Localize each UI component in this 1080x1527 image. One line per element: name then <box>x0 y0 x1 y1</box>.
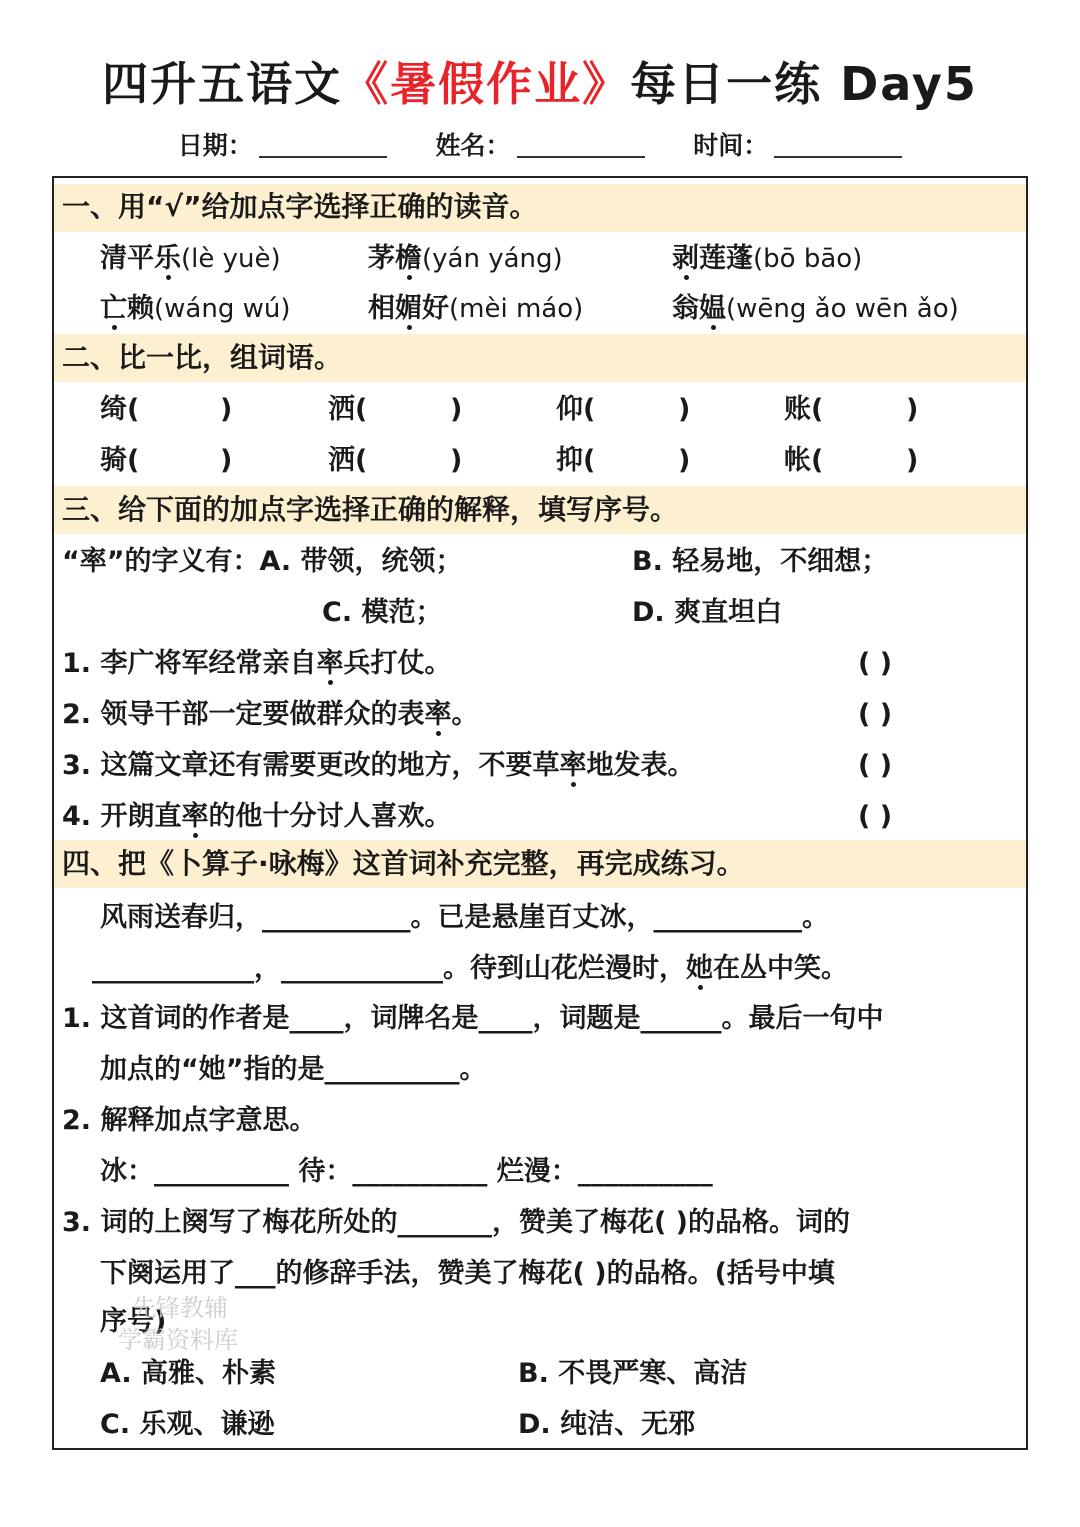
title-suffix: 每日一练 Day5 <box>630 57 978 111</box>
poem-question-1: 1. 这首词的作者是____，词牌名是____，词题是______。最后一句中 <box>62 1003 884 1034</box>
date-label: 日期： <box>177 131 253 160</box>
poem-line-1: 风雨送春归，___________。已是悬崖百丈冰，___________。 <box>100 902 829 933</box>
compare-4b: 帐( <box>784 445 824 476</box>
poem-question-3-cont: 下阕运用了___的修辞手法，赞美了梅花( )的品格。(括号中填 <box>100 1258 835 1289</box>
section3-heading: 三、给下面的加点字选择正确的解释，填写序号。 <box>62 493 679 526</box>
section4-heading: 四、把《卜算子·咏梅》这首词补充完整，再完成练习。 <box>62 847 745 880</box>
time-blank[interactable] <box>774 156 902 158</box>
title-prefix: 四升五语文 <box>102 57 343 111</box>
compare-1a: 绮( <box>100 394 140 425</box>
meaning-question-1: 1. 李广将军经常亲自率兵打仗。 <box>62 648 452 679</box>
compare-3a-close: ) <box>678 394 691 425</box>
compare-2b: 洒( <box>328 445 368 476</box>
meta-row <box>0 126 1080 162</box>
pinyin-item-6: 翁媪(wēng ǎo wēn ǎo) <box>672 293 959 324</box>
compare-1b-close: ) <box>220 445 233 476</box>
poem-question-3: 3. 词的上阕写了梅花所处的_______，赞美了梅花( )的品格。词的 <box>62 1207 851 1238</box>
answer-paren-4[interactable]: ( ) <box>858 801 893 832</box>
meaning-option-c: C. 模范； <box>322 597 443 628</box>
name-blank[interactable] <box>517 156 645 158</box>
poem-option-b: B. 不畏严寒、高洁 <box>518 1358 748 1389</box>
section1-heading: 一、用“√”给加点字选择正确的读音。 <box>62 190 538 223</box>
compare-4a: 账( <box>784 394 824 425</box>
meaning-question-2: 2. 领导干部一定要做群众的表率。 <box>62 699 479 730</box>
answer-paren-1[interactable]: ( ) <box>858 648 893 679</box>
time-label: 时间： <box>693 131 769 160</box>
meaning-question-4: 4. 开朗直率的他十分讨人喜欢。 <box>62 801 452 832</box>
pinyin-item-2: 茅檐(yán yáng) <box>368 243 563 274</box>
compare-1a-close: ) <box>220 394 233 425</box>
title-highlight: 《暑假作业》 <box>342 57 631 111</box>
poem-line-2: ____________，____________。待到山花烂漫时，她在丛中笑。 <box>92 953 848 984</box>
pinyin-item-3: 剥莲蓬(bō bāo) <box>672 243 863 274</box>
compare-4a-close: ) <box>906 394 919 425</box>
pinyin-item-1: 清平乐(lè yuè) <box>100 243 281 274</box>
meaning-intro: “率”的字义有：A. 带领，统领； <box>62 546 463 577</box>
poem-question-2: 2. 解释加点字意思。 <box>62 1105 317 1136</box>
compare-3b-close: ) <box>678 445 691 476</box>
pinyin-item-4: 亡赖(wáng wú) <box>100 293 291 324</box>
compare-4b-close: ) <box>906 445 919 476</box>
poem-question-1-cont: 加点的“她”指的是__________。 <box>100 1054 487 1085</box>
compare-2a: 洒( <box>328 394 368 425</box>
poem-question-3-end: 序号) <box>100 1306 167 1337</box>
watermark-line-1: 先锋教辅 <box>132 1294 228 1322</box>
pinyin-item-5: 相媚好(mèi máo) <box>368 293 584 324</box>
compare-3b: 抑( <box>556 445 596 476</box>
answer-paren-2[interactable]: ( ) <box>858 699 893 730</box>
compare-2b-close: ) <box>450 445 463 476</box>
meaning-option-d: D. 爽直坦白 <box>632 597 783 628</box>
section2-heading: 二、比一比，组词语。 <box>62 341 343 374</box>
compare-3a: 仰( <box>556 394 596 425</box>
name-label: 姓名： <box>435 131 511 160</box>
watermark-line-2: 学霸资料库 <box>118 1326 238 1354</box>
poem-question-2-items: 冰：__________ 待：__________ 烂漫：__________ <box>100 1156 713 1187</box>
worksheet-title <box>0 48 1080 114</box>
answer-paren-3[interactable]: ( ) <box>858 750 893 781</box>
meaning-option-b: B. 轻易地，不细想； <box>632 546 889 577</box>
compare-1b: 骑( <box>100 445 140 476</box>
watermark <box>118 1292 238 1356</box>
poem-option-c: C. 乐观、谦逊 <box>100 1409 275 1440</box>
meaning-question-3: 3. 这篇文章还有需要更改的地方，不要草率地发表。 <box>62 750 695 781</box>
date-blank[interactable] <box>259 156 387 158</box>
compare-2a-close: ) <box>450 394 463 425</box>
poem-option-a: A. 高雅、朴素 <box>100 1358 277 1389</box>
poem-option-d: D. 纯洁、无邪 <box>518 1409 696 1440</box>
